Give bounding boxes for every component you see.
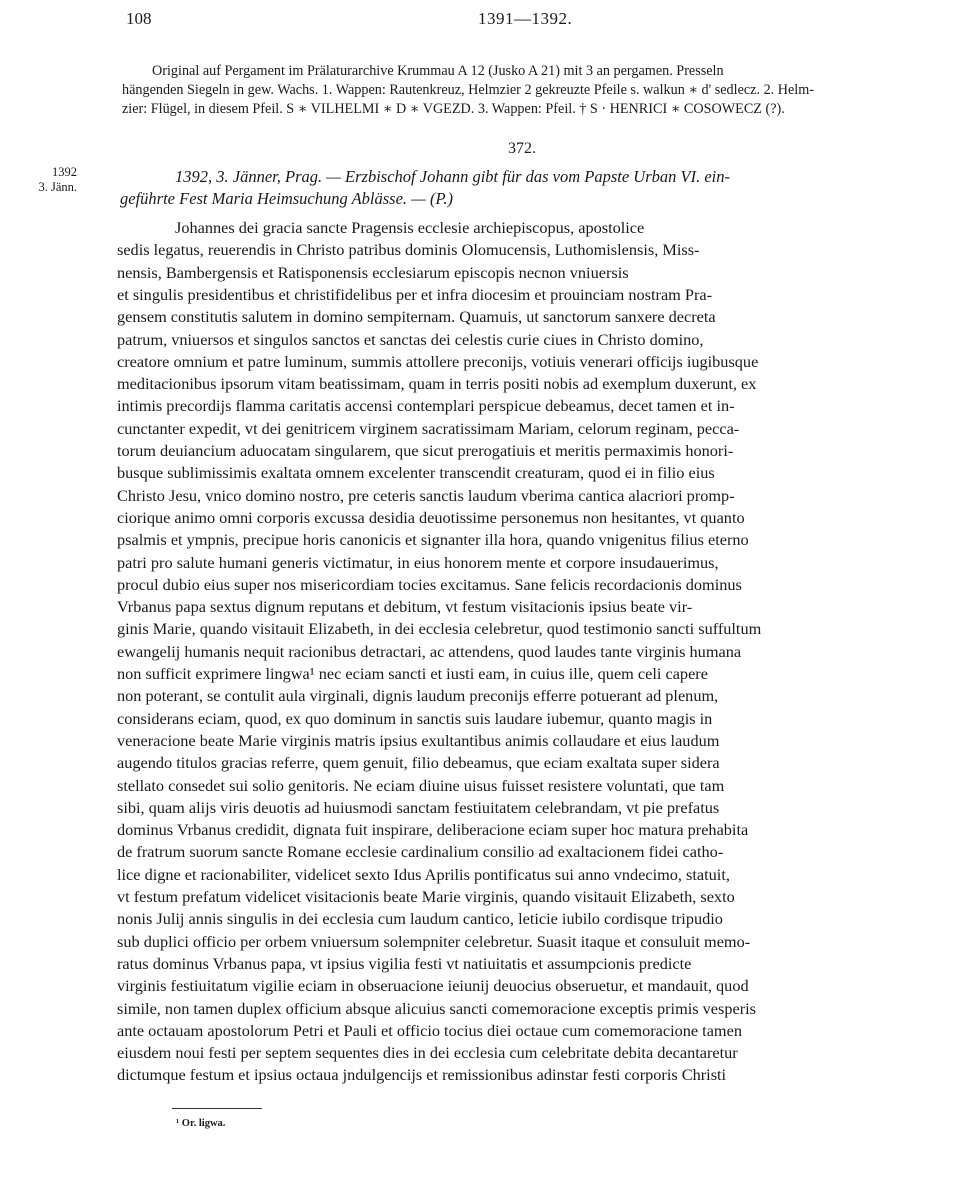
margin-date (27, 165, 77, 195)
body-line: ewangelij humanis nequit racionibus detractari, ac attendens, quod laudes tante virginis humana (117, 641, 742, 661)
body-line: ginis Marie, quando visitauit Elizabeth, in dei ecclesia celebretur, quod testimonio sancti suffultum (117, 619, 762, 639)
document-number: 372. (508, 140, 536, 157)
body-line: dominus Vrbanus credidit, dignata fuit inspirare, deliberacione eciam super hoc matura prehabita (117, 820, 749, 840)
body-line: ciorique animo omni corporis excussa desidia deuotissime personemus non hesitantes, vt quanto (117, 507, 745, 527)
body-line: augendo titulos gracias referre, quem genuit, filio debeamus, que eciam exaltata super sidera (117, 753, 720, 773)
body-line: intimis precordijs flamma caritatis accensi contemplari perspicue debeamus, decet tamen et in- (117, 396, 735, 416)
body-line: sub duplici officio per orbem vniuersum solempniter celebretur. Suasit itaque et consuluit memo- (117, 931, 751, 951)
source-note-line: hängenden Siegeln in gew. Wachs. 1. Wappen: Rautenkreuz, Helmzier 2 gekreuzte Pfeile s. walkun ∗ d' sedlecz. 2. Helm- (122, 82, 815, 98)
body-line: Christo Jesu, vnico domino nostro, pre ceteris sanctis laudum vberima cantica alacriori promp- (117, 485, 735, 505)
source-note-line: zier: Flügel, in diesem Pfeil. S ∗ VILHELMI ∗ D ∗ VGEZD. 3. Wappen: Pfeil. † S · HENRICI ∗ COSOWECZ (?). (122, 101, 785, 117)
body-line: Johannes dei gracia sancte Pragensis ecclesie archiepiscopus, apostolice (175, 218, 645, 237)
body-line: sedis legatus, reuerendis in Christo patribus dominis Olomucensis, Luthomislensis, Miss- (117, 240, 700, 260)
body-line: torum deuiancium aduocatam singularem, que sicut prerogatiuis et meritis permaximis honori- (117, 441, 734, 460)
footnote-divider (172, 1108, 262, 1109)
body-line: dictumque festum et ipsius octaua jndulgencijs et remissionibus adinstar festi corporis Christi (117, 1065, 727, 1085)
body-line: nonis Julij annis singulis in dei ecclesia cum laudum cantico, leticie iubilo cordisque tripudio (117, 909, 723, 929)
body-line: simile, non tamen duplex officium absque alicuius sancti comemoracione exceptis primis vesperis (117, 998, 757, 1018)
body-line: veneracione beate Marie virginis matris ipsius exultantibus animis collaudare et eius laudum (117, 730, 720, 750)
body-line: ratus dominus Vrbanus papa, vt ipsius vigilia festi vt natiuitatis et assumpcionis predicte (117, 953, 692, 973)
body-line: eiusdem noui festi per septem sequentes dies in dei ecclesia cum celebritate debita decantaretur (117, 1043, 738, 1063)
body-line: stellato consedet sui solio genitoris. Ne eciam diuine uisus fuisset resistere voluntati, que tam (117, 775, 725, 795)
body-line: vt festum prefatum videlicet visitacionis beate Marie virginis, quando visitauit Elizabeth, sexto (117, 887, 735, 906)
body-line: gensem constitutis salutem in domino sempiternam. Quamuis, ut sanctorum sanxere decreta (117, 307, 716, 327)
margin-year: 1392 (52, 165, 77, 179)
body-line: busque sublimissimis exaltata omnem excelenter transcendit creaturam, quod ei in filio eius (117, 463, 715, 483)
body-line: meditacionibus ipsorum vitam beatissimam, quam in terris positi nobis ad exemplum duxerunt, ex (117, 374, 757, 394)
body-line: creatore omnium et patre luminum, summis attollere preconijs, votiuis venerari officijs iugibusque (117, 351, 759, 371)
margin-day: 3. Jänn. (38, 180, 77, 194)
body-line: patri pro salute humani generis victimatur, in eius honorem mente et corpore insudauerimus, (117, 552, 719, 572)
body-line: procul dubio eius super nos misericordiam tocies excitamus. Sane felicis recordacionis dominus (117, 574, 742, 594)
source-note-line: Original auf Pergament im Prälaturarchive Krummau A 12 (Jusko A 21) mit 3 an pergamen. Presseln (152, 63, 724, 79)
body-line: Vrbanus papa sextus dignum reputans et debitum, vt festum visitacionis ipsius beate vir- (117, 597, 693, 617)
body-line: virginis festiuitatum vigilie eciam in obseruacione ieiunij deuocius obseruetur, et mandauit, quod (117, 976, 749, 996)
body-line: lice digne et racionabiliter, videlicet sexto Idus Aprilis pontificatus sui anno vndecimo, statuit, (117, 864, 730, 884)
body-line: non poterant, se contulit aula virginali, dignis laudum preconijs efferre potuerant ad plenum, (117, 686, 719, 706)
footnote: ¹ Or. ligwa. (176, 1118, 226, 1129)
body-line: sibi, quam alijs viris deuotis ad huiusmodi sanctam festiuitatem celebrandam, vt pie prefatus (117, 797, 720, 817)
body-line: et singulis presidentibus et christifidelibus per et infra diocesim et prouinciam nostram Pra- (117, 284, 713, 304)
body-line: de fratrum suorum sancte Romane ecclesie cardinalium consilio ad exaltacionem fidei catho- (117, 842, 724, 862)
document-heading-line: geführte Fest Maria Heimsuchung Ablässe. — (P.) (120, 189, 454, 208)
body-line: patrum, vniuersos et singulos sanctos et sanctas dei celestis curie ciues in Christo domino, (117, 329, 704, 349)
body-line: nensis, Bambergensis et Ratisponensis ecclesiarum episcopis necnon vniuersis (117, 262, 629, 282)
body-line: non sufficit exprimere lingwa¹ nec eciam sancti et iusti eam, in cuius ille, quem celi capere (117, 664, 708, 683)
page-number: 108 (126, 9, 152, 28)
running-title: 1391—1392. (478, 9, 573, 28)
body-line: considerans eciam, quod, ex quo dominum in sanctis suis laudare iubemur, quanto magis in (117, 708, 713, 728)
body-line: cunctanter expedit, vt dei genitricem virginem sacratissimam Mariam, celorum reginam, pecca- (117, 418, 740, 438)
body-line: ante octauam apostolorum Petri et Pauli et officio tocius diei octaue cum comemoracione tamen (117, 1020, 742, 1040)
document-heading-line: 1392, 3. Jänner, Prag. — Erzbischof Johann gibt für das vom Papste Urban VI. ein- (175, 167, 730, 186)
body-line: psalmis et ympnis, precipue horis canonicis et signanter illa hora, quando vnigenitus filius eterno (117, 530, 749, 550)
